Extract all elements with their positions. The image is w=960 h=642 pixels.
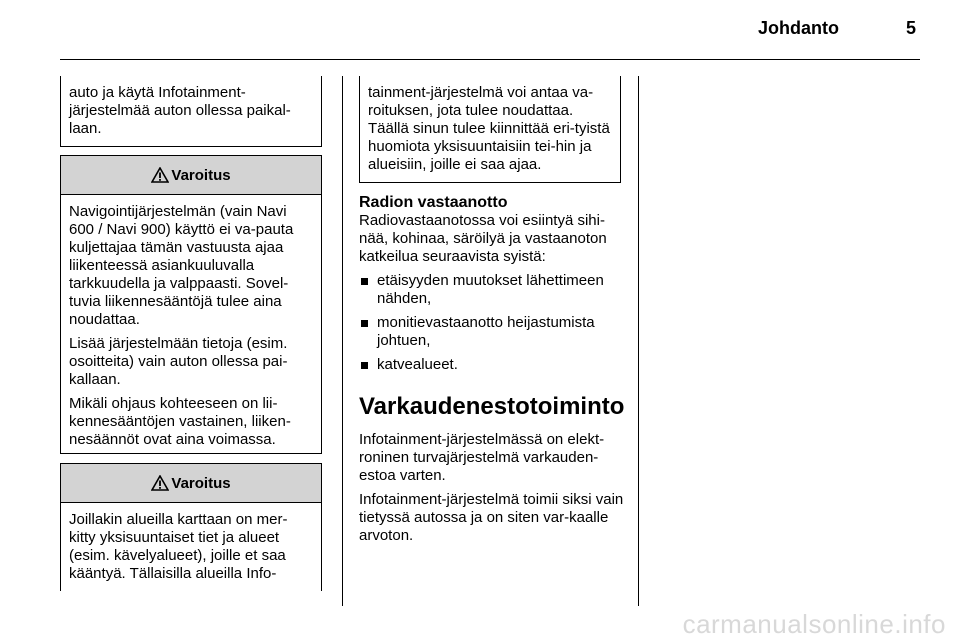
radio-reception-intro: Radiovastaanotossa voi esiintyä sihi-nää, kohinaa, säröilyä ja vastaanoton katkeilua seuraavista syistä: xyxy=(359,212,607,265)
warning-box-1-paragraph: Navigointijärjestelmän (vain Navi 600 / Navi 900) käyttö ei va-pauta kuljettajaa tämän vastuusta ajaa liikenteessä asiankuuluvalla tarkkuudella ja valppaasti. Sovel-tuvia liikennesääntöjä tulee aina noudattaa. xyxy=(69,203,294,328)
warning-box-2-header xyxy=(61,464,321,503)
page-number: 5 xyxy=(906,18,917,38)
continued-warning-text: auto ja käytä Infotainment-järjestelmää auton ollessa paikal-laan. xyxy=(69,84,291,137)
header-rule xyxy=(60,59,920,60)
warning-box-2 xyxy=(60,463,322,591)
radio-reception-heading: Radion vastaanotto xyxy=(359,194,508,211)
list-item: etäisyyden muutokset lähettimeen nähden, xyxy=(359,272,624,308)
list-item: katvealueet. xyxy=(359,356,624,374)
column-divider-left xyxy=(342,76,343,606)
warning-triangle-icon xyxy=(151,167,169,183)
page-header-title: Johdanto xyxy=(758,18,839,38)
continued-warning-box-top xyxy=(60,76,322,147)
continued-warning-middle-text: tainment-järjestelmä voi antaa va-roituksen, jota tulee noudattaa. Täällä sinun tulee kiinnittää eri-tyistä huomiota yksisuuntaisiin tei-hin ja alueisiin, joille ei saa ajaa. xyxy=(368,84,610,173)
column-divider-right xyxy=(638,76,639,606)
watermark: carmanualsonline.info xyxy=(682,609,946,639)
warning-box-2-body xyxy=(61,503,321,583)
warning-box-1-title: Varoitus xyxy=(171,166,231,184)
continued-warning-box-middle xyxy=(359,76,621,183)
warning-box-1-paragraph: Lisää järjestelmään tietoja (esim. osoitteita) vain auton ollessa pai-kallaan. xyxy=(69,335,288,388)
anti-theft-heading: Varkaudenestotoiminto xyxy=(359,393,625,420)
warning-box-2-title: Varoitus xyxy=(171,474,231,492)
anti-theft-paragraph: Infotainment-järjestelmä toimii siksi vain tietyssä autossa ja on siten var-kaalle arvoton. xyxy=(359,491,624,544)
radio-reception-list xyxy=(359,272,624,374)
radio-reception-section xyxy=(359,193,624,380)
warning-triangle-icon xyxy=(151,475,169,491)
warning-box-2-paragraph: Joillakin alueilla karttaan on mer-kitty yksisuuntaiset tiet ja alueet (esim. kävelyalueet), joille et saa kääntyä. Tällaisilla alueilla Info- xyxy=(69,511,288,582)
anti-theft-paragraph: Infotainment-järjestelmässä on elekt-roninen turvajärjestelmä varkauden-estoa varten. xyxy=(359,431,605,484)
list-item: monitievastaanotto heijastumista johtuen, xyxy=(359,314,624,350)
warning-box-1-paragraph: Mikäli ohjaus kohteeseen on lii-kennesääntöjen vastainen, liiken-nesäännöt ovat aina voimassa. xyxy=(69,395,291,448)
anti-theft-section xyxy=(359,393,624,551)
warning-box-1-body xyxy=(61,195,321,449)
warning-box-1-header xyxy=(61,156,321,195)
warning-box-1 xyxy=(60,155,322,454)
